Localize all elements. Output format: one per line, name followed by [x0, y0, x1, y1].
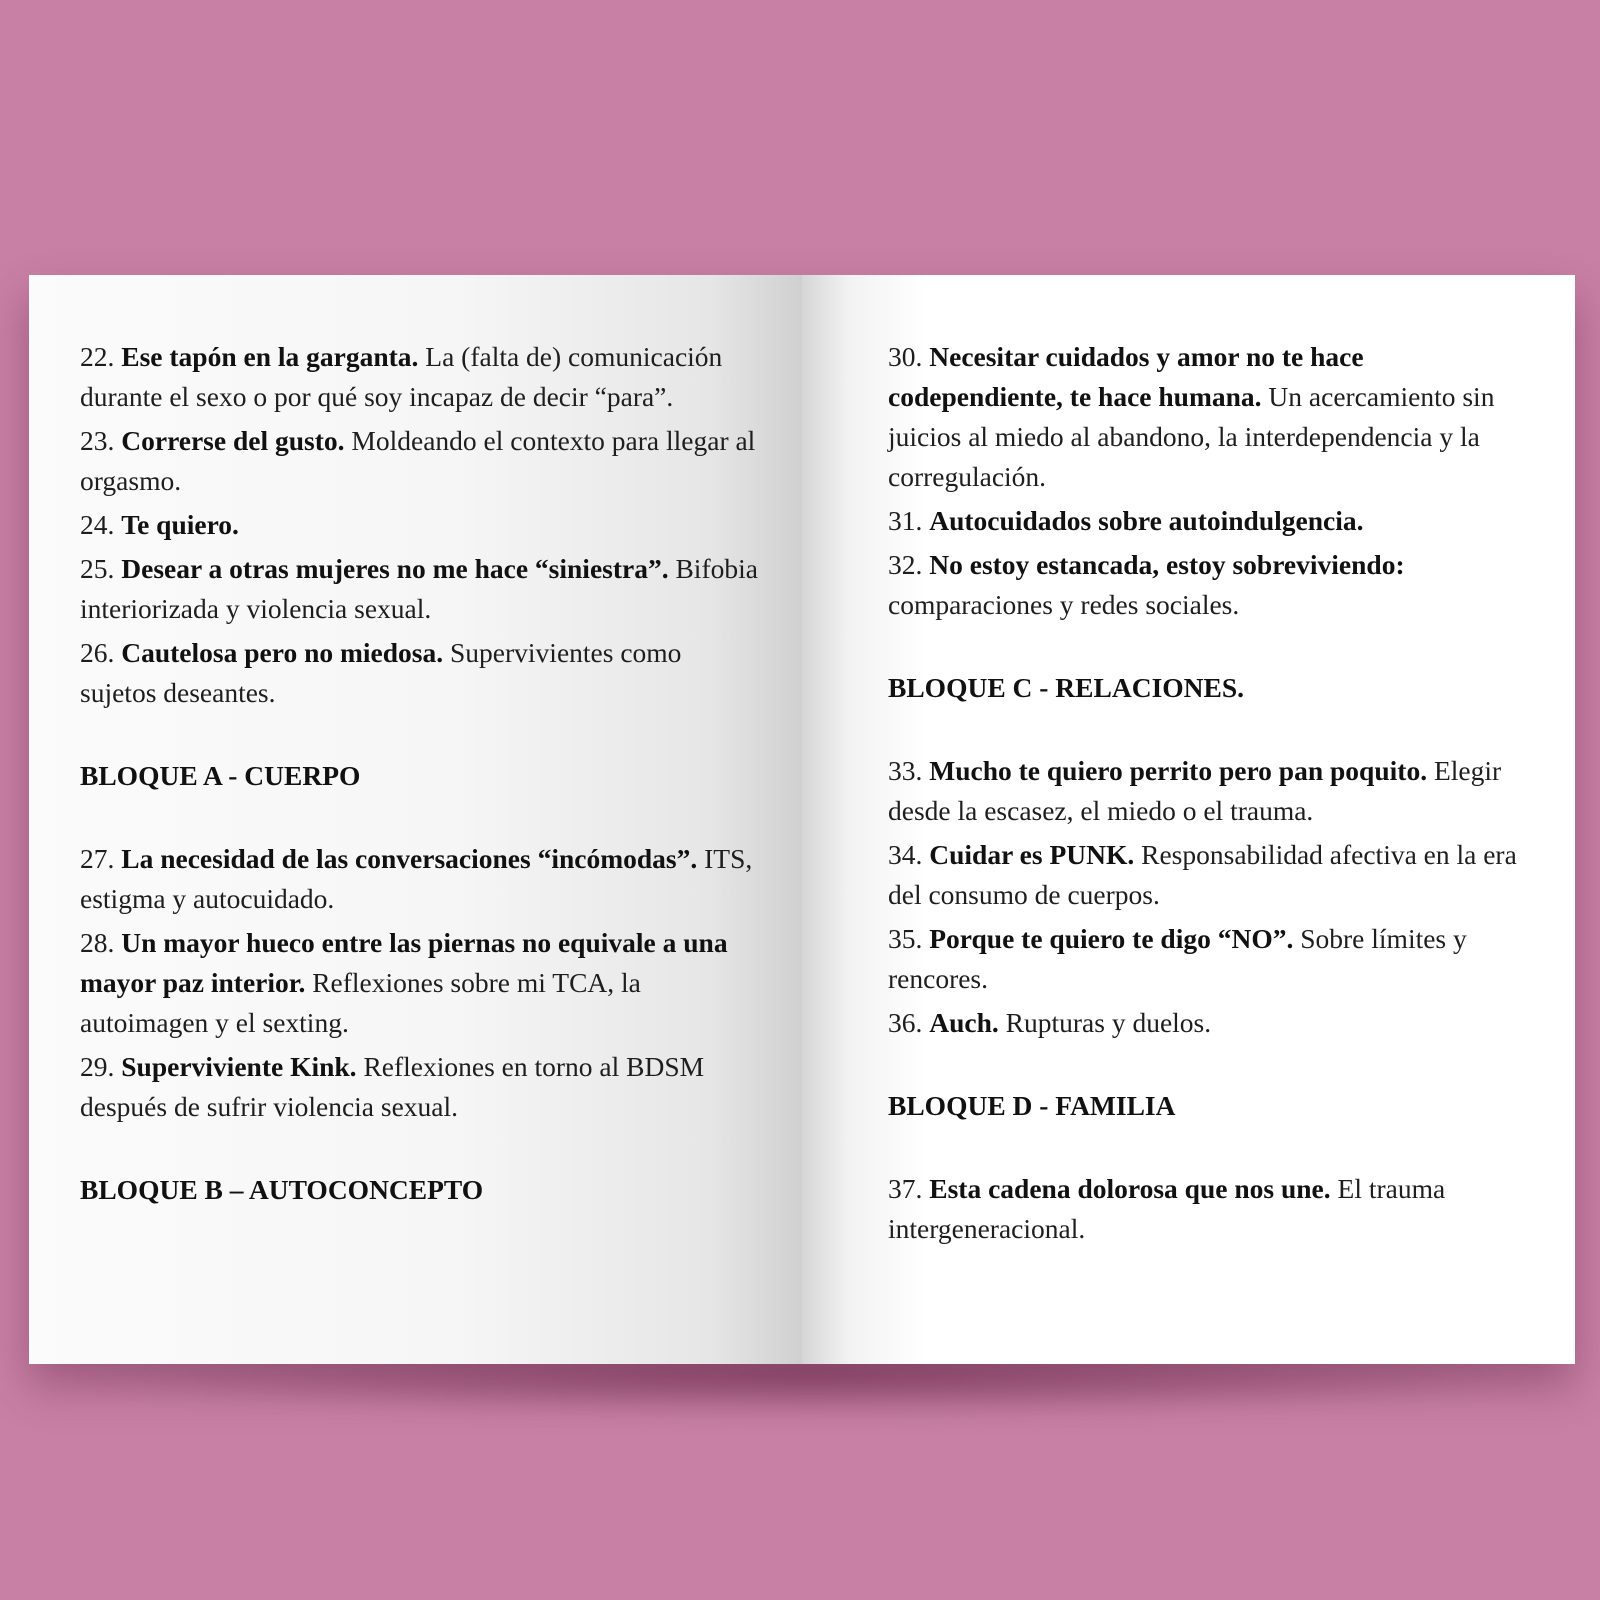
toc-entry-35: 35. Porque te quiero te digo “NO”. Sobre límites y rencores.: [888, 923, 1467, 994]
left-entries-b: [80, 839, 762, 1127]
toc-entry-32: 32. No estoy estancada, estoy sobreviviendo: comparaciones y redes sociales.: [888, 549, 1405, 620]
right-entries-b: [888, 751, 1535, 1043]
right-entries-a: [888, 337, 1535, 625]
toc-entry-33: 33. Mucho te quiero perrito pero pan poquito. Elegir desde la escasez, el miedo o el trauma.: [888, 755, 1502, 826]
toc-entry-26: 26. Cautelosa pero no miedosa. Supervivientes como sujetos deseantes.: [80, 637, 682, 708]
toc-entry-25: 25. Desear a otras mujeres no me hace “siniestra”. Bifobia interiorizada y violencia sexual.: [80, 553, 758, 624]
toc-entry-30: 30. Necesitar cuidados y amor no te hace codependiente, te hace humana. Un acercamiento sin juicios al miedo al abandono, la interdependencia y la corregulación.: [888, 341, 1495, 492]
section-heading-bloque-c: BLOQUE C - RELACIONES.: [888, 672, 1245, 703]
toc-entry-34: 34. Cuidar es PUNK. Responsabilidad afectiva en la era del consumo de cuerpos.: [888, 839, 1517, 910]
section-heading-bloque-a: BLOQUE A - CUERPO: [80, 760, 361, 791]
toc-entry-27: 27. La necesidad de las conversaciones “incómodas”. ITS, estigma y autocuidado.: [80, 843, 753, 914]
toc-entry-28: 28. Un mayor hueco entre las piernas no equivale a una mayor paz interior. Reflexiones sobre mi TCA, la autoimagen y el sexting.: [80, 927, 728, 1038]
open-booklet: [29, 275, 1575, 1364]
right-entries-c: [888, 1169, 1535, 1249]
toc-entry-24: 24. Te quiero.: [80, 509, 239, 540]
left-entries-a: [80, 337, 762, 713]
toc-entry-37: 37. Esta cadena dolorosa que nos une. El trauma intergeneracional.: [888, 1173, 1446, 1244]
toc-entry-23: 23. Correrse del gusto. Moldeando el contexto para llegar al orgasmo.: [80, 425, 756, 496]
left-page: [29, 275, 802, 1364]
toc-entry-36: 36. Auch. Rupturas y duelos.: [888, 1007, 1212, 1038]
toc-entry-22: 22. Ese tapón en la garganta. La (falta de) comunicación durante el sexo o por qué soy incapaz de decir “para”.: [80, 341, 723, 412]
toc-entry-29: 29. Superviviente Kink. Reflexiones en torno al BDSM después de sufrir violencia sexual.: [80, 1051, 705, 1122]
toc-entry-31: 31. Autocuidados sobre autoindulgencia.: [888, 505, 1364, 536]
right-page: [802, 275, 1575, 1364]
section-heading-bloque-d: BLOQUE D - FAMILIA: [888, 1090, 1176, 1121]
section-heading-bloque-b: BLOQUE B – AUTOCONCEPTO: [80, 1174, 484, 1205]
